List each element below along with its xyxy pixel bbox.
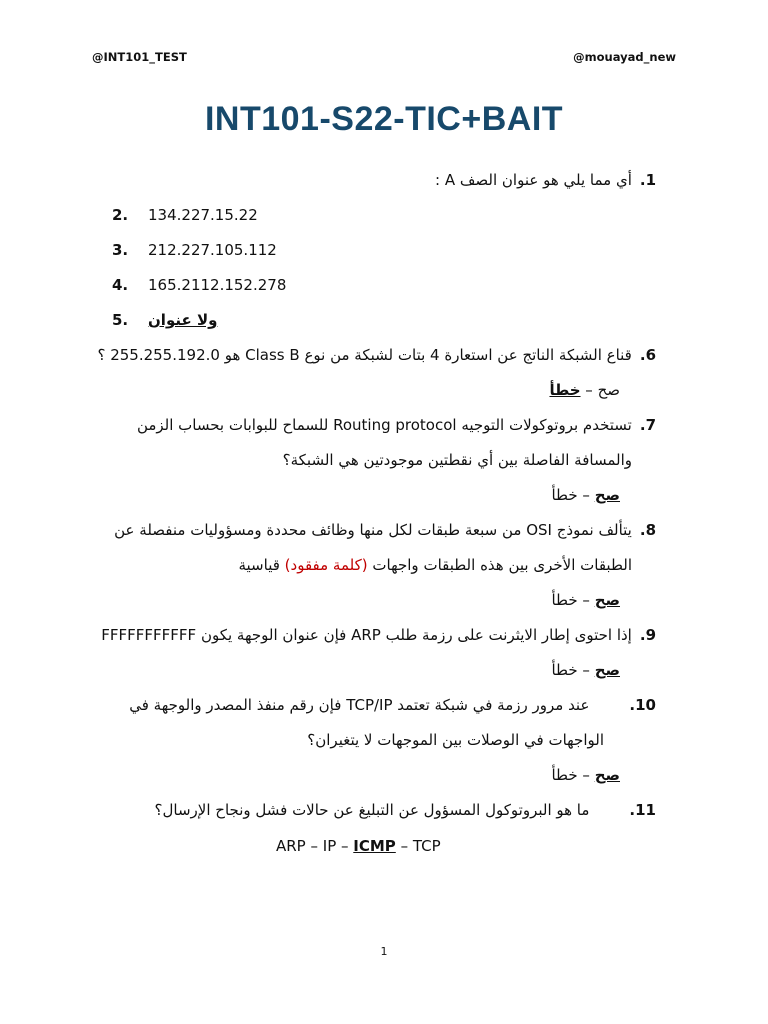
answer-8 <box>551 590 620 610</box>
option-text: 134.227.15.22 <box>148 206 258 224</box>
missing-word-note: (كلمة مفقود) <box>284 556 368 574</box>
question-8 <box>114 520 656 540</box>
question-number: 9. <box>639 626 656 644</box>
option-number: 3. <box>112 241 129 259</box>
question-6 <box>97 345 656 365</box>
document-title: INT101-S22-TIC+BAIT <box>204 100 564 138</box>
question-9 <box>101 625 656 645</box>
answer-true: صح <box>597 381 620 399</box>
answer-false: خطأ <box>551 486 578 504</box>
question-text: ما هو البروتوكول المسؤول عن التبليغ عن حالات فشل ونجاح الإرسال؟ <box>154 801 590 819</box>
option-number: 2. <box>112 206 129 224</box>
answer-correct: ICMP <box>353 837 396 855</box>
question-text: تستخدم بروتوكولات التوجيه Routing protocol للسماح للبوابات بحساب الزمن <box>136 416 632 434</box>
question-number: 11. <box>629 801 656 819</box>
question-7 <box>137 415 656 435</box>
answer-separator: – <box>580 381 598 399</box>
question-text: قناع الشبكة الناتج عن استعارة 4 بتات لشبكة من نوع Class B هو 255.255.192.0 ؟ <box>97 346 632 364</box>
question-7-line-2: والمسافة الفاصلة بين أي نقطتين موجودتين هي الشبكة؟ <box>282 451 632 469</box>
answer-11 <box>276 836 441 856</box>
answer-options: ARP – IP – <box>276 837 354 855</box>
question-10-line-2: الواجهات في الوصلات بين الموجهات لا يتغيران؟ <box>307 731 604 749</box>
question-1 <box>435 170 656 190</box>
answer-9 <box>551 660 620 680</box>
answer-true-correct: صح <box>594 661 620 679</box>
answer-10 <box>551 765 620 785</box>
question-11 <box>155 800 656 820</box>
answer-false: خطأ <box>551 591 578 609</box>
option-5 <box>112 310 217 330</box>
question-text: عند مرور رزمة في شبكة تعتمد TCP/IP فإن رقم منفذ المصدر والوجهة في <box>129 696 590 714</box>
header-right-handle: @mouayad_new <box>573 50 676 64</box>
option-text-correct: ولا عنوان <box>148 311 218 329</box>
question-number: 1. <box>639 171 656 189</box>
answer-separator: – <box>577 766 595 784</box>
question-text: إذا احتوى إطار الايثرنت على رزمة طلب ARP فإن عنوان الوجهة يكون FFFFFFFFFFF <box>101 626 632 644</box>
question-text: يتألف نموذج OSI من سبعة طبقات لكل منها وظائف محددة ومسؤوليات منفصلة عن <box>114 521 632 539</box>
answer-true-correct: صح <box>594 591 620 609</box>
question-number: 8. <box>639 521 656 539</box>
question-number: 10. <box>629 696 656 714</box>
answer-separator: – <box>577 486 595 504</box>
option-number: 4. <box>112 276 129 294</box>
option-text: 212.227.105.112 <box>148 241 277 259</box>
question-number: 6. <box>639 346 656 364</box>
page-number: 1 <box>380 945 388 958</box>
question-text: قياسية <box>238 556 280 574</box>
answer-false: خطأ <box>551 766 578 784</box>
answer-options: – TCP <box>395 837 441 855</box>
answer-6 <box>549 380 620 400</box>
header-left-handle: @INT101_TEST <box>92 50 187 64</box>
answer-true-correct: صح <box>594 486 620 504</box>
question-text: الطبقات الأخرى بين هذه الطبقات واجهات <box>372 556 632 574</box>
answer-separator: – <box>577 591 595 609</box>
answer-separator: – <box>577 661 595 679</box>
question-8-line-2 <box>238 555 632 575</box>
option-text: 165.2112.152.278 <box>148 276 287 294</box>
answer-7 <box>551 485 620 505</box>
option-4 <box>112 275 286 295</box>
question-10 <box>129 695 656 715</box>
option-2 <box>112 205 258 225</box>
answer-true-correct: صح <box>594 766 620 784</box>
answer-false-correct: خطأ <box>549 381 581 399</box>
question-number: 7. <box>639 416 656 434</box>
answer-false: خطأ <box>551 661 578 679</box>
question-text: أي مما يلي هو عنوان الصف A : <box>434 171 632 189</box>
option-number: 5. <box>112 311 129 329</box>
option-3 <box>112 240 277 260</box>
